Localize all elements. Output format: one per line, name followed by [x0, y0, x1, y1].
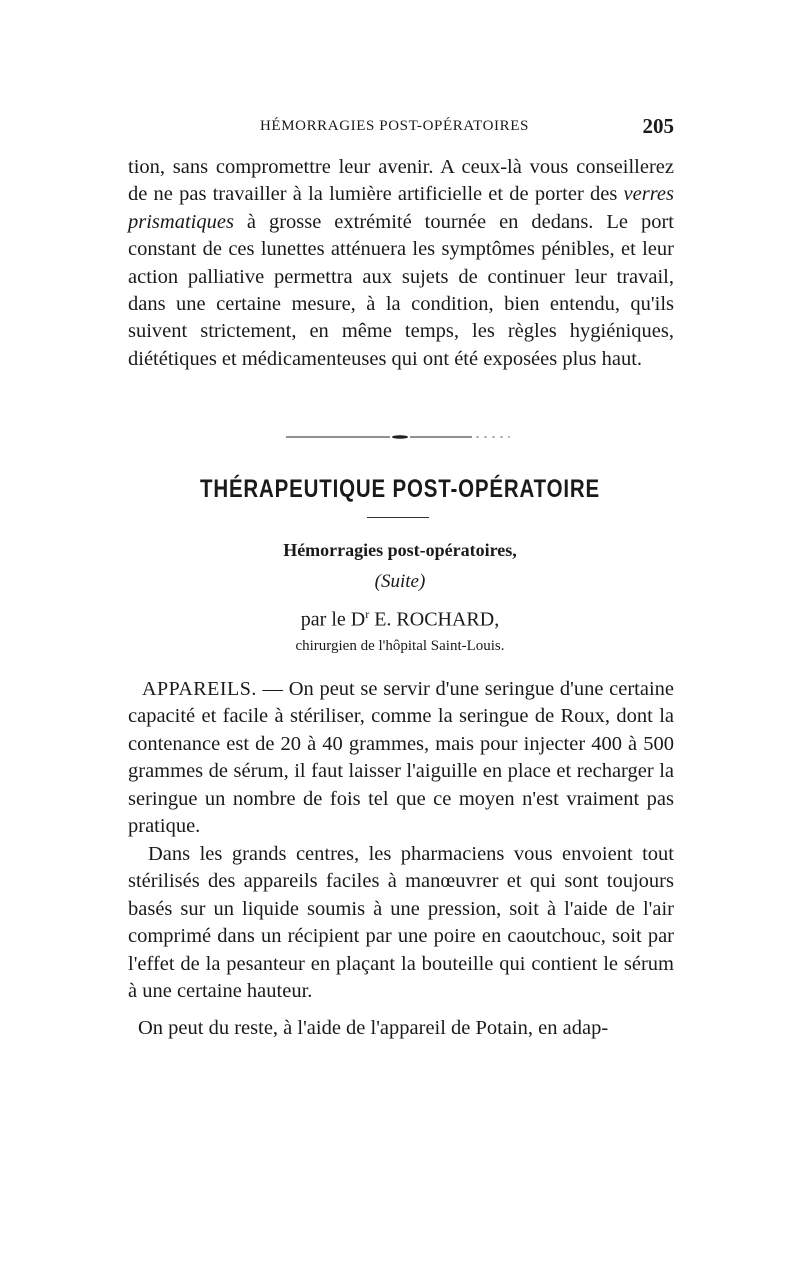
appareils-lead: APPAREILS. [142, 678, 257, 700]
author-affiliation: chirurgien de l'hôpital Saint-Louis. [295, 638, 505, 654]
appareils-text: — On peut se servir d'une seringue d'une certaine capacité et facile à stériliser, comme la seringue de Roux, dont la contenance est de 20 à 40 grammes, mais pour injecter 400 à 500 grammes de sérum, il faut laisser l'aiguille en place et recharger la seringue un nombre de fois tel que ce moyen n'est vraiment pas pratique. [128, 678, 674, 838]
author-prefix: par le D [300, 608, 366, 631]
paragraph-grands-centres: Dans les grands centres, les pharmaciens vous envoient tout stérilisés des appareils faciles à manœuvrer et qui sont toujours basés sur un liquide soumis à une pression, soit à l'aide de l'air comprimé dans un récipient par une poire en caoutchouc, soit par l'effet de la pesanteur en plaçant la bouteille qui contient le sérum à une certaine hauteur. [128, 843, 674, 1003]
running-title: HÉMORRAGIES POST-OPÉRATOIRES [260, 118, 529, 134]
author-name: E. ROCHARD, [369, 608, 500, 631]
paragraph-intro [128, 154, 674, 373]
emphasis-verres-prismatiques: verres prismatiques [128, 183, 674, 233]
page-number: 205 [642, 114, 674, 138]
title-rule [367, 517, 429, 518]
paragraph-intro-text-b: à grosse extrémité tournée en dedans. Le port constant de ces lunettes atténuera les symptômes pénibles, et leur action palliative permettra aux sujets de continuer leur travail, dans une certaine mesure, à la condition, bien entendu, qu'ils suivent strictement, en même temps, les règles hygiéniques, diététiques et médicamenteuses qui ont été exposées plus haut. [128, 210, 674, 370]
running-header [128, 114, 674, 140]
section-title: THÉRAPEUTIQUE POST-OPÉRATOIRE [199, 475, 601, 503]
paragraph-intro-text-a: tion, sans compromettre leur avenir. A ceux-là vous conseillerez de ne pas travailler à la lumière artificielle et de porter des [128, 156, 674, 206]
author-title-sup: r [365, 607, 370, 621]
suite-note: (Suite) [374, 571, 426, 592]
paragraph-appareils [128, 676, 674, 840]
article-subtitle: Hémorragies post-opératoires, [283, 540, 517, 560]
ornamental-divider [286, 435, 510, 439]
paragraph-potain: On peut du reste, à l'aide de l'appareil de Potain, en adap- [138, 1017, 609, 1039]
author-line [0, 607, 800, 632]
